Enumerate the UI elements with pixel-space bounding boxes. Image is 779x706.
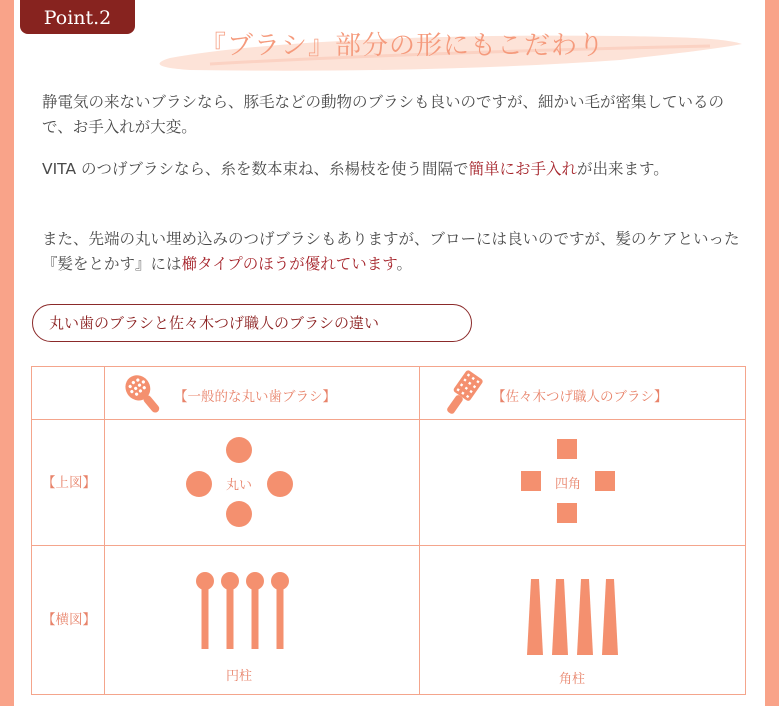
point-badge: Point.2 [20, 0, 135, 34]
caption-prism: 角柱 [559, 672, 586, 687]
square-bristle-right [595, 471, 615, 491]
row-label-top-view: 【上図】 [42, 475, 96, 491]
paragraph-1: 静電気の来ないブラシなら、豚毛などの動物のブラシも良いのですが、細かい毛が密集しているので、お手入れが大変。 [42, 93, 725, 136]
round-bristle-bottom [226, 501, 252, 527]
prism-pins [524, 577, 624, 657]
emphasis-easy-care: 簡単にお手入れ [468, 160, 577, 178]
caption-square: 四角 [555, 477, 582, 492]
col-header-square: 【佐々木つげ職人のブラシ】 [492, 389, 668, 405]
square-bristle-top [557, 439, 577, 459]
round-bristle-left [186, 471, 212, 497]
square-bristle-bottom [557, 503, 577, 523]
paragraph-2: VITA のつげブラシなら、糸を数本束ね、糸楊枝を使う間隔で簡単にお手入れが出来ます。 [42, 160, 669, 178]
round-brush-icon [118, 371, 168, 417]
square-bristle-left [521, 471, 541, 491]
caption-round: 丸い [226, 478, 253, 493]
caption-cylinder: 円柱 [226, 669, 253, 684]
round-bristle-top [226, 437, 252, 463]
comb-brush-icon [438, 369, 488, 417]
comparison-heading: 丸い歯のブラシと佐々木つげ職人のブラシの違い [32, 304, 472, 342]
cylinder-pins [192, 569, 292, 659]
section-title: 『ブラシ』部分の形にもこだわり [200, 31, 606, 61]
comparison-table [31, 366, 746, 695]
emphasis-comb-type: 櫛タイプのほうが優れています [181, 255, 397, 273]
paragraph-3: また、先端の丸い埋め込みのつげブラシもありますが、ブローには良いのですが、髪のケアといった『髪をとかす』には櫛タイプのほうが優れています。 [42, 230, 740, 273]
col-header-round: 【一般的な丸い歯ブラシ】 [174, 389, 336, 405]
round-bristle-right [267, 471, 293, 497]
row-label-side-view: 【横図】 [42, 612, 96, 628]
